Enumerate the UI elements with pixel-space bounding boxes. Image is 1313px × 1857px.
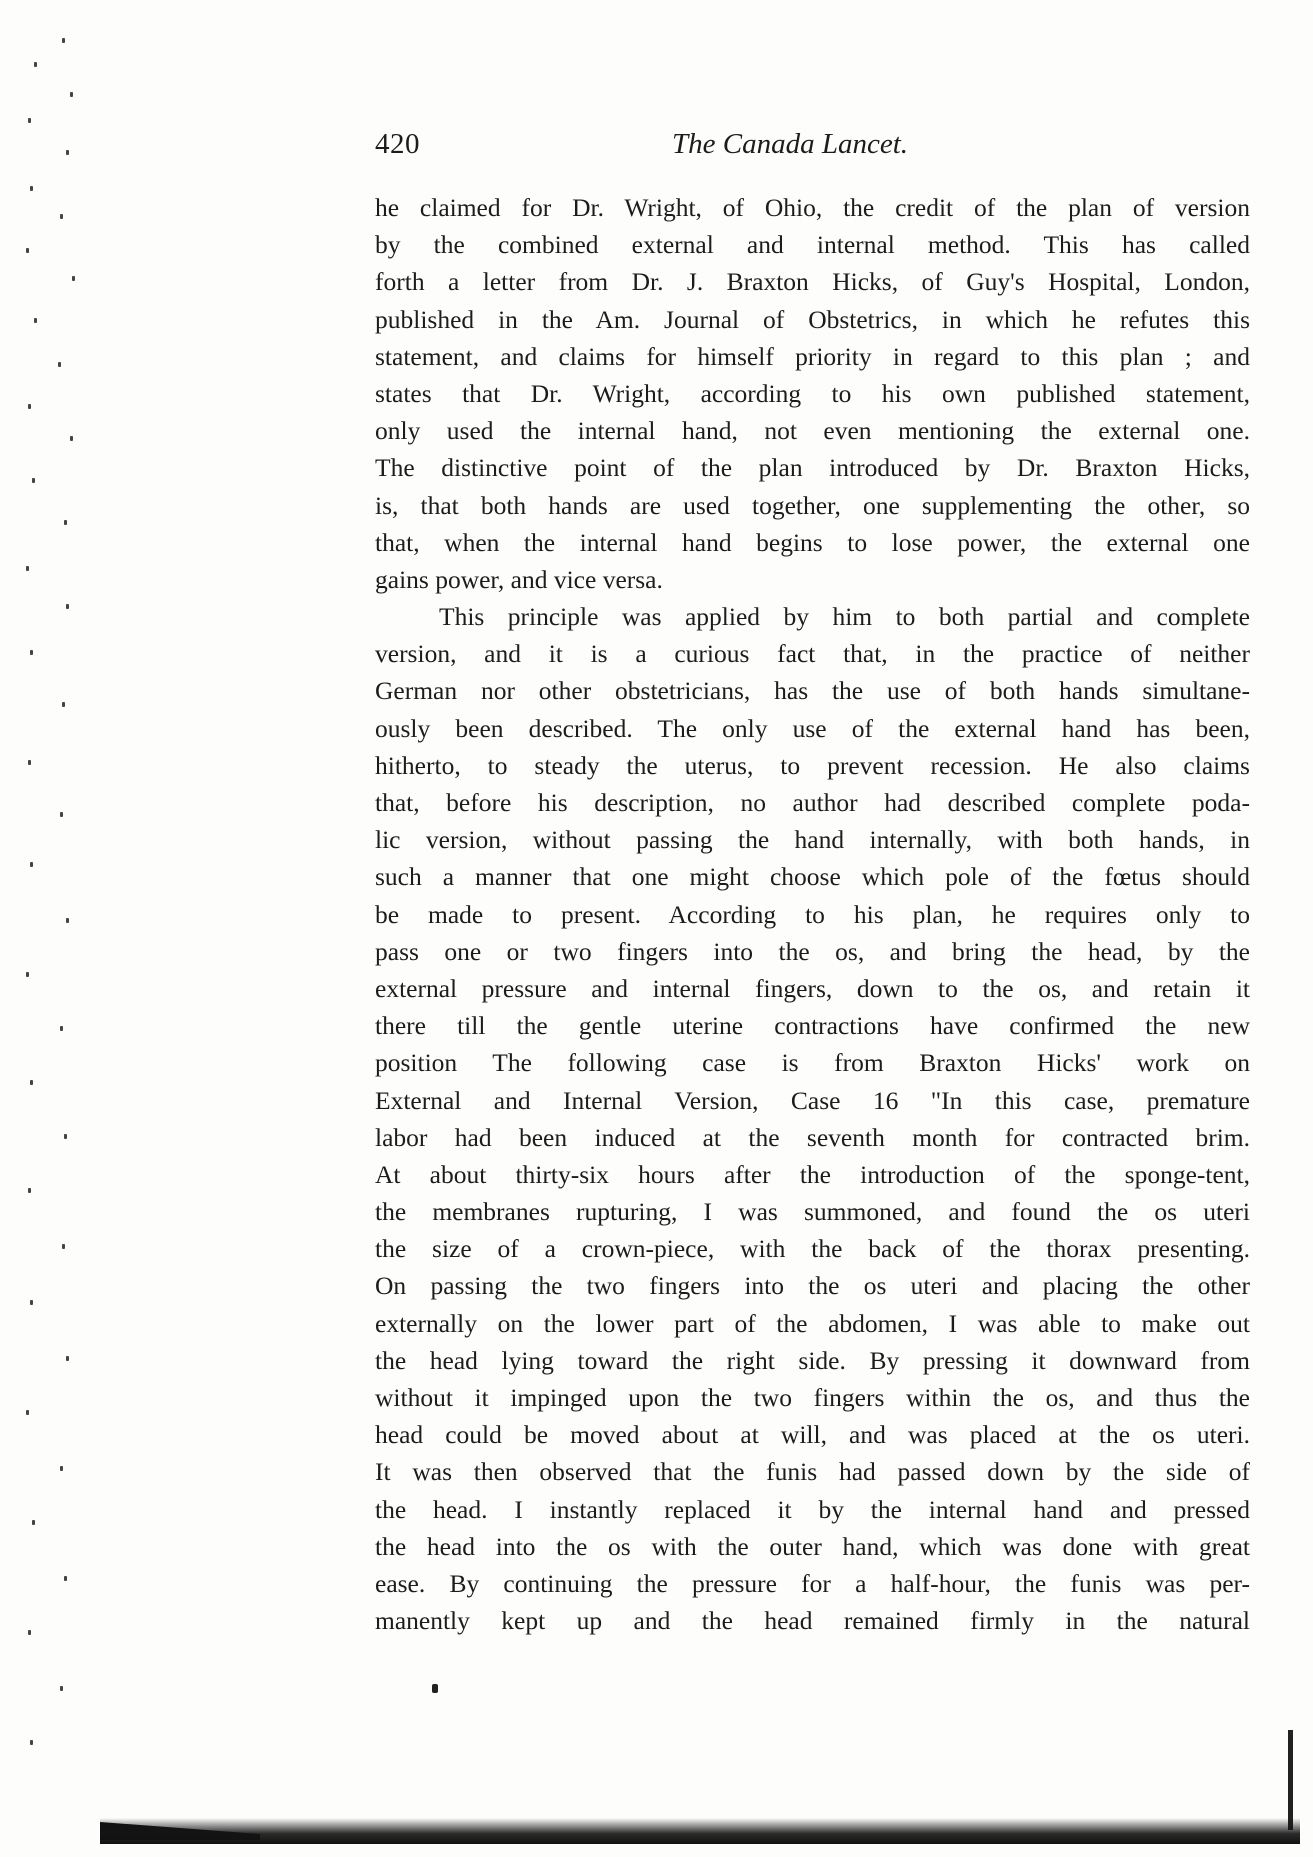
text-line: On passing the two fingers into the os uteri and placing the other	[375, 1271, 1250, 1301]
text-line: states that Dr. Wright, according to his own published statement,	[375, 378, 1250, 408]
text-line: ously been described. The only use of the external hand has been,	[375, 713, 1250, 743]
text-line: that, when the internal hand begins to lose power, the external one	[375, 527, 1250, 557]
text-line: External and Internal Version, Case 16 "In this case, premature	[375, 1085, 1250, 1115]
text-line: position The following case is from Braxton Hicks' work on	[375, 1048, 1250, 1078]
text-line: ease. By continuing the pressure for a half-hour, the funis was per-	[375, 1568, 1250, 1598]
text-line: the head into the os with the outer hand, which was done with great	[375, 1531, 1250, 1561]
text-line: external pressure and internal fingers, down to the os, and retain it	[375, 973, 1250, 1003]
right-edge-shadow	[1288, 1730, 1293, 1830]
running-head: The Canada Lancet.	[672, 128, 909, 160]
bottom-edge-shadow	[100, 1818, 1300, 1844]
text-line: It was then observed that the funis had passed down by the side of	[375, 1457, 1250, 1487]
text-line: manently kept up and the head remained firmly in the natural	[375, 1606, 1250, 1636]
text-line: the head. I instantly replaced it by the internal hand and pressed	[375, 1494, 1250, 1524]
paragraph-end-line: gains power, and vice versa.	[375, 564, 663, 594]
text-line: only used the internal hand, not even mentioning the external one.	[375, 416, 1250, 446]
text-line: version, and it is a curious fact that, in the practice of neither	[375, 639, 1250, 669]
text-line: that, before his description, no author had described complete poda-	[375, 788, 1250, 817]
text-line: is, that both hands are used together, one supplementing the other, so	[375, 490, 1250, 520]
text-line: without it impinged upon the two fingers within the os, and thus the	[375, 1383, 1250, 1412]
page-number: 420	[375, 128, 420, 160]
text-line: German nor other obstetricians, has the use of both hands simultane-	[375, 676, 1250, 706]
stray-mark	[432, 1684, 438, 1693]
text-line: At about thirty-six hours after the introduction of the sponge-tent,	[375, 1159, 1250, 1189]
text-line: externally on the lower part of the abdomen, I was able to make out	[375, 1308, 1250, 1338]
text-line: the membranes rupturing, I was summoned, and found the os uteri	[375, 1197, 1250, 1227]
text-line: be made to present. According to his plan, he requires only to	[375, 899, 1250, 929]
text-line: by the combined external and internal method. This has called	[375, 230, 1250, 260]
text-line: the head lying toward the right side. By pressing it downward from	[375, 1345, 1250, 1375]
text-line: lic version, without passing the hand internally, with both hands, in	[375, 825, 1250, 855]
left-margin-specks	[0, 0, 90, 1857]
text-line: the size of a crown-piece, with the back of the thorax presenting.	[375, 1234, 1250, 1264]
paragraph-start-line: This principle was applied by him to both partial and complete	[439, 602, 1250, 632]
text-line: such a manner that one might choose which pole of the fœtus should	[375, 862, 1250, 892]
text-line: pass one or two fingers into the os, and bring the head, by the	[375, 936, 1250, 966]
text-line: hitherto, to steady the uterus, to prevent recession. He also claims	[375, 750, 1250, 780]
text-line: head could be moved about at will, and was placed at the os uteri.	[375, 1420, 1250, 1450]
text-line: he claimed for Dr. Wright, of Ohio, the credit of the plan of version	[375, 193, 1250, 222]
text-line: there till the gentle uterine contractions have confirmed the new	[375, 1011, 1250, 1041]
body-text	[375, 189, 1250, 1639]
text-line: published in the Am. Journal of Obstetrics, in which he refutes this	[375, 304, 1250, 334]
text-line: labor had been induced at the seventh month for contracted brim.	[375, 1122, 1250, 1152]
text-line: statement, and claims for himself priority in regard to this plan ; and	[375, 341, 1250, 371]
text-line: The distinctive point of the plan introduced by Dr. Braxton Hicks,	[375, 453, 1250, 483]
text-line: forth a letter from Dr. J. Braxton Hicks, of Guy's Hospital, London,	[375, 267, 1250, 297]
